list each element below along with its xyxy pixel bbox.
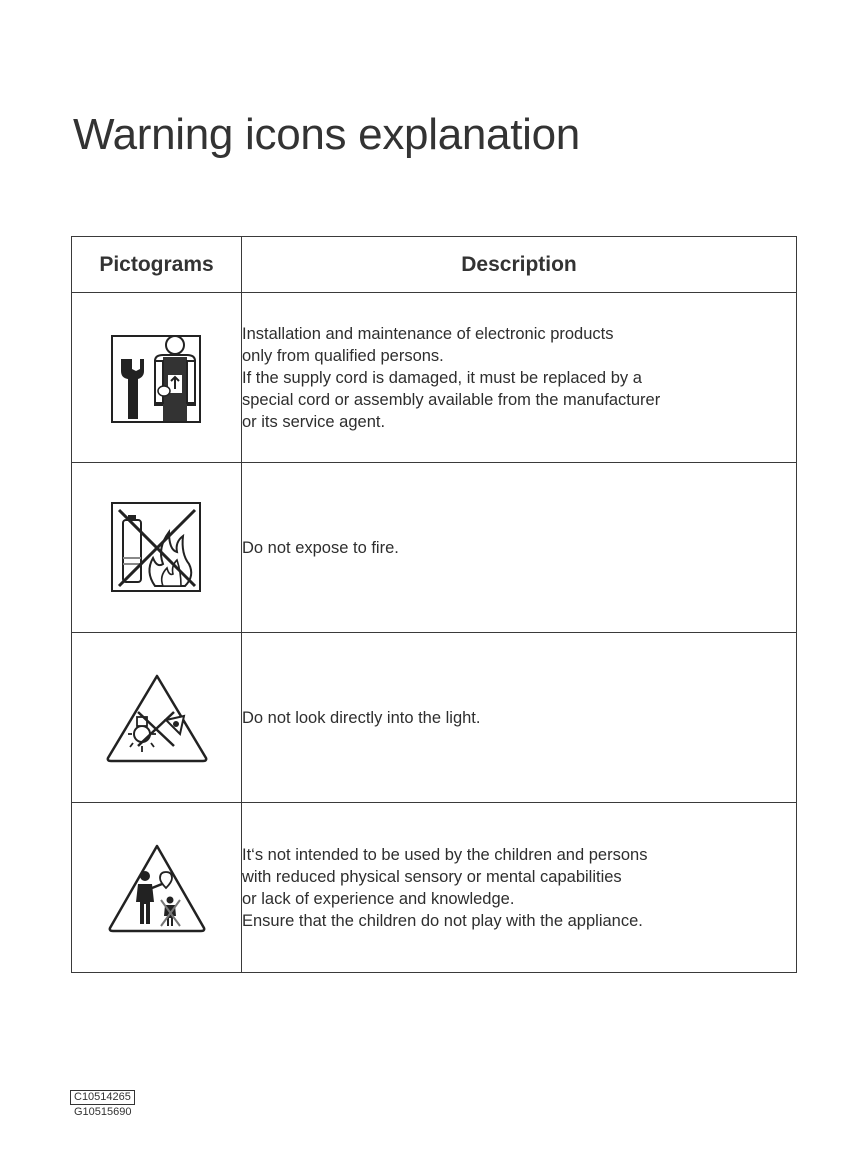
- technician-wrench-icon: [111, 331, 203, 425]
- pictogram-cell: [72, 633, 242, 803]
- table-row: [72, 463, 797, 633]
- description-line: or its service agent.: [242, 412, 386, 431]
- description-line: Do not look directly into the light.: [242, 708, 481, 727]
- pictogram-cell: [72, 293, 242, 463]
- header-pictograms: Pictograms: [72, 237, 242, 293]
- description-line: It‘s not intended to be used by the children and persons: [242, 845, 648, 864]
- description-line: only from qualified persons.: [242, 346, 444, 365]
- description-line: or lack of experience and knowledge.: [242, 889, 515, 908]
- description-line: with reduced physical sensory or mental capabilities: [242, 867, 622, 886]
- document-code-boxed: C10514265: [70, 1090, 135, 1105]
- pictogram-cell: [72, 463, 242, 633]
- header-description: Description: [242, 237, 797, 293]
- description-cell: [242, 803, 797, 973]
- table-row: [72, 633, 797, 803]
- description-line: Installation and maintenance of electronic products: [242, 324, 614, 343]
- description-cell: [242, 293, 797, 463]
- description-cell: [242, 463, 797, 633]
- description-cell: [242, 633, 797, 803]
- pictogram-cell: [72, 803, 242, 973]
- description-line: Ensure that the children do not play with the appliance.: [242, 911, 643, 930]
- description-line: Do not expose to fire.: [242, 538, 399, 557]
- description-line: If the supply cord is damaged, it must be replaced by a: [242, 368, 642, 387]
- table-row: [72, 803, 797, 973]
- do-not-look-into-light-icon: [104, 672, 210, 764]
- description-line: special cord or assembly available from the manufacturer: [242, 390, 661, 409]
- document-code-plain: G10515690: [74, 1106, 132, 1118]
- warning-icons-table: [71, 236, 797, 973]
- not-for-children-icon: [106, 842, 208, 934]
- table-header-row: [72, 237, 797, 293]
- document-codes: [70, 1090, 135, 1119]
- page-title: Warning icons explanation: [73, 110, 580, 159]
- no-fire-icon: [111, 502, 203, 594]
- table-row: [72, 293, 797, 463]
